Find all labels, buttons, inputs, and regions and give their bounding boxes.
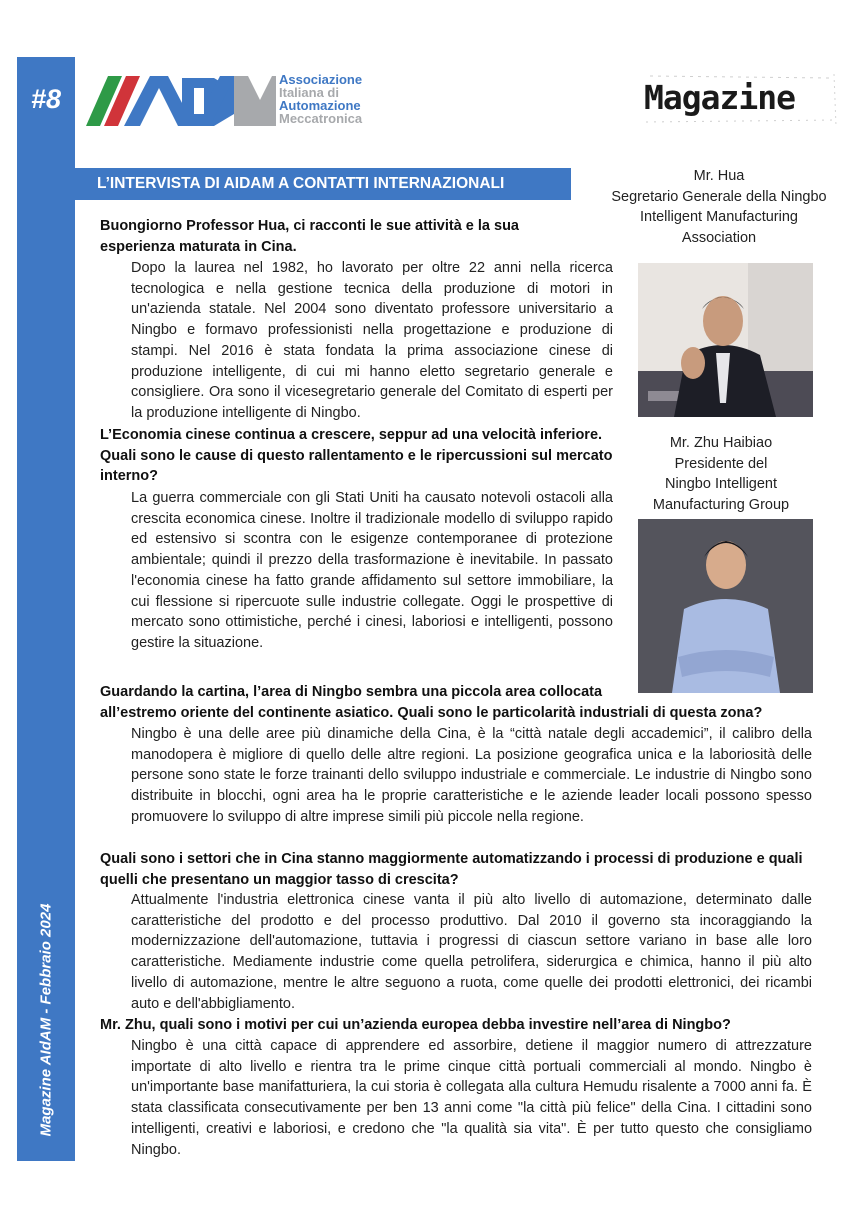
answer (131, 724, 812, 828)
answer-line: incoraggiando la modernizzazione dell'automazione, tuttavia i progressi di ciascun settore (131, 912, 812, 950)
section-title: L’INTERVISTA DI AIDAM A CONTATTI INTERNAZIONALI (75, 168, 571, 200)
issue-number: #8 (30, 84, 62, 114)
answer-line: nella regione. (496, 808, 584, 825)
person-name: Mr. Hua (693, 168, 745, 184)
association-line: Italiana di (279, 85, 339, 100)
question (100, 1015, 812, 1036)
answer-line: laboriosità delle persone sono state le forze trainanti dello sviluppo industriale e commerciale. (131, 746, 813, 784)
answer-line: Le industrie di Ningbo sono distribuite in blocchi, ogni area ha le proprie caratteristiche e le (131, 767, 813, 805)
answer-line: sviluppo rapido ed estensivo si scontra con le esigenze (131, 510, 613, 548)
answer-line: ripercuote sulle industrie collegate. Oggi le prospettive di mercato (131, 593, 613, 631)
question-line: quali quelli che presentano un maggior tasso di crescita? (100, 851, 803, 888)
question-line: Quali sono i settori che in Cina stanno maggiormente automatizzando i processi di produzione e (100, 851, 769, 867)
answer-line: per tutto questo che consigliamo Ningbo. (131, 1120, 813, 1158)
answer (131, 488, 613, 654)
answer-line: Attualmente l'industria elettronica cinese vanta il più alto livello di automazione, determinato (131, 892, 782, 908)
answer-line: contemporanee di protezione ambientale; quindi il prezzo della (131, 531, 613, 569)
answer-line: gestire la situazione. (131, 634, 264, 651)
answer-line: come quelle dei prodotti elettronici, dei ricambi auto e dell'abbigliamento. (131, 974, 812, 1012)
question-line: esperienza maturata in Cina. (100, 238, 297, 255)
answer-line: aziende leader locali possono spesso promuovere lo sviluppo di altre imprese simili più piccole (131, 788, 812, 825)
answer-line: siderurgica e chimica, hanno il più alto livello di automazione, mentre le altre seguono a ruota, (131, 954, 812, 991)
answer-line: è un'importante base manifatturiera, la cui storia è collegata alla cultura Hemudu risalente a (131, 1058, 812, 1096)
answer-line: Ningbo è una città capace di apprendere ed assorbire, detiene il maggior numero di attrezzature (131, 1038, 812, 1054)
answer (131, 1036, 812, 1160)
question (100, 425, 613, 487)
answer-line: produzione intelligente, di cui mi hanno eletto segretario generale e (131, 363, 613, 380)
question-line: Buongiorno Professor Hua, ci racconti le sue attività e la sua (100, 218, 519, 234)
answer (131, 890, 812, 1014)
magazine-wordmark (640, 70, 840, 130)
answer-line: grande affidamento sul settore immobiliare, la cui flessione si (131, 572, 614, 610)
answer-line: esperti per la produzione intelligente di Ningbo. (131, 384, 613, 421)
answer-line: dalle caratteristiche del prodotto e del processo produttivo. Dal 2010 il governo sta (131, 892, 812, 929)
person-role-line: Ningbo Intelligent (664, 476, 778, 492)
person-role-line: Segretario Generale della Ningbo (611, 188, 827, 205)
association-name (279, 73, 362, 125)
person-role-line: Association (681, 229, 757, 246)
answer-line: 7000 anni fa. È stata classificata consecutivamente per ben 13 anni come "la città più felice" (131, 1079, 812, 1117)
association-line: Associazione (279, 72, 363, 87)
answer-line: sono ottimistiche, perché i cinesi, laboriosi e intelligenti, possono (188, 614, 613, 631)
person-role-line: Manufacturing Group (652, 496, 790, 513)
question (100, 849, 812, 890)
answer-line: un'azienda statale. Nel 2004 sono diventato professore universitario (131, 301, 605, 318)
person-caption (630, 433, 812, 515)
question-line: all’estremo oriente del continente asiatico. Quali sono le particolarità industriali di questa zona? (100, 704, 763, 721)
answer-line: trasformazione è inevitabile. In passato l'economia cinese ha fatto (131, 552, 613, 589)
answer-line: Dopo la laurea nel 1982, ho lavorato per oltre 22 anni nella ricerca (131, 260, 613, 276)
question-line: Mr. Zhu, quali sono i motivi per cui un’azienda europea debba investire nell’area di Ningbo? (100, 1017, 731, 1033)
answer-line: Ningbo è una delle aree più dinamiche della Cina, è la “città natale degli accademici”, il calibro (131, 726, 782, 742)
person-role-line: Presidente del (674, 455, 768, 472)
answer-line: alla crescita economica cinese. Inoltre il tradizionale modello di (131, 490, 613, 527)
answer-line: a Ningbo e formavo professionisti nella progettazione e produzione (131, 301, 613, 339)
sidebar-caption-text: Magazine AIdAM - Febbraio 2024 (37, 903, 55, 1137)
magazine-label: Magazine (644, 78, 795, 117)
aidam-logo-graphic (84, 70, 284, 130)
answer-line: importate di alto livello e rientra tra le prime cinque città portuali commerciali al mondo. Ningbo (131, 1058, 804, 1075)
question-line: inferiore. Quali sono le cause di questo rallentamento e le ripercussioni (100, 427, 603, 464)
answer-line: consigliere. Ora sono il vicesegretario generale del Comitato di (131, 384, 544, 401)
association-line: Meccatronica (279, 111, 363, 126)
answer-line: La guerra commerciale con gli Stati Uniti ha causato notevoli ostacoli (131, 490, 591, 506)
photo-mr-hua (638, 263, 813, 417)
answer-line: di stampi. Nel 2016 è stata fondata la prima associazione cinese di (131, 322, 613, 359)
person-caption (596, 166, 842, 248)
question-line: sul mercato interno? (100, 447, 613, 485)
association-line: Automazione (279, 98, 361, 113)
answer-line: tecnologica e nella gestione tecnica della produzione di motori in (131, 280, 613, 297)
person-role-line: Intelligent Manufacturing (640, 209, 798, 225)
answer-line: variano in base alle loro caratteristiche. Mediamente industrie come quella petrolifera, (131, 933, 812, 971)
question (100, 682, 800, 723)
question (100, 216, 580, 257)
photo-mr-zhu (638, 519, 813, 693)
question-line: L’Economia cinese continua a crescere, seppur ad una velocità (100, 427, 540, 443)
answer (131, 258, 613, 424)
person-name: Mr. Zhu Haibiao (669, 435, 773, 451)
answer-line: della Cina. I cittadini sono intelligenti, creativi e laboriosi, e credono che "la qualità sia vita". È (131, 1100, 812, 1137)
answer-line: della manodopera è migliore di quello delle altre regioni. La posizione geografica unica e la (131, 726, 812, 763)
question-line: Guardando la cartina, l’area di Ningbo sembra una piccola area collocata (100, 684, 603, 700)
